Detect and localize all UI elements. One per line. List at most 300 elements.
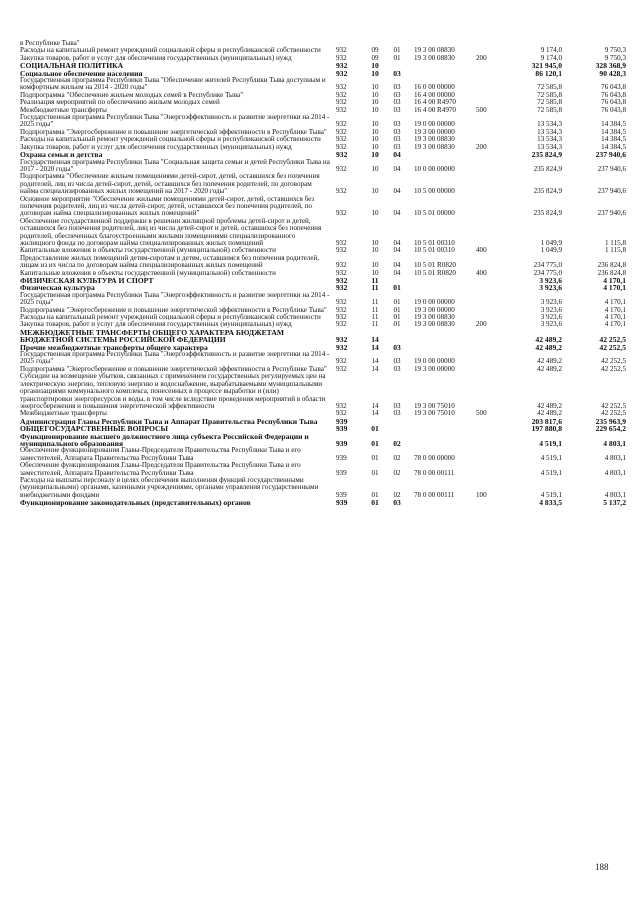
row-amount-year-1: 3 923,6 [540,320,562,329]
row-department-code: 932 [336,357,347,366]
row-department-code: 932 [336,238,347,247]
row-target-article: 16 4 00 00000 [414,90,455,99]
row-expense-type [476,366,500,373]
row-section-code: 10 [371,120,379,129]
row-name: Подпрограмма "Обеспечение жильем помещениями детей-сирот, детей, оставшихся без попечения родителей, лиц из числа детей-сирот, детей, оставшихся без попечения родителей, по договорам найма специализированных жилых помещений на 2017 - 2020 годы" [20,172,320,196]
budget-table [20,40,626,507]
row-subsection-code: 02 [393,453,401,462]
row-amount-year-2: 42 252,5 [599,335,626,345]
row-amount-year-1: 235 824,9 [533,164,562,173]
row-department-code: 932 [336,364,347,373]
row-section-code: 10 [371,90,379,99]
row-amount-year-1: 9 174,0 [540,46,562,55]
row-expense-type [476,129,500,136]
row-department-code: 932 [336,320,347,329]
row-amount-year-2: 14 384,5 [601,127,626,136]
row-expense-type [476,77,500,92]
table-row [20,218,626,248]
row-subsection-code: 03 [393,357,401,366]
table-row [20,159,626,174]
table-row [20,499,626,506]
row-amount-year-1: 13 534,3 [537,127,562,136]
row-target-article: 19 3 00 00000 [414,127,455,136]
row-target-article [408,62,476,69]
row-name: Подпрограмма "Энергосбережение и повышение энергетической эффективности в Республике Тыва" [20,127,327,136]
row-section-code: 11 [371,313,379,322]
row-amount-year-2: 4 170,1 [604,298,626,307]
table-row [20,99,626,106]
row-target-article [408,151,476,158]
row-name: Государственная программа Республики Тыва "Энергоэффективность и развитие энергетики на 2014 - 2025 годы" [20,113,330,129]
row-name: Государственная программа Республики Тыва "Обеспечение жителей Республики Тыва доступным и комфортным жильем на 2014 - 2020 годы" [20,76,326,92]
row-amount-year-2: 4 803,1 [604,468,626,477]
row-expense-type [476,196,500,218]
row-target-article: 19 3 00 08830 [414,53,455,62]
row-amount-year-1: 321 945,0 [531,61,562,71]
row-expense-type [476,277,500,284]
row-section-code: 11 [371,305,379,314]
row-section-code: 11 [371,276,379,285]
row-expense-type [476,418,500,425]
row-amount-year-1: 3 923,6 [540,305,562,314]
table-row [20,173,626,195]
row-target-article: 10 5 00 00000 [414,187,455,196]
row-amount-year-1: 1 049,9 [540,238,562,247]
row-expense-type [476,284,500,291]
row-target-article: 19 3 00 08830 [414,320,455,329]
row-subsection-code: 03 [393,142,401,151]
row-department-code: 932 [336,342,348,352]
row-amount-year-2: 1 115,8 [604,238,626,247]
row-expense-type: 400 [476,268,487,277]
row-amount-year-1: 13 534,3 [537,120,562,129]
row-department-code: 932 [336,105,347,114]
row-name: ФИЗИЧЕСКАЯ КУЛЬТУРА И СПОРТ [20,276,154,285]
row-name: Государственная программа Республики Тыва "Социальная защита семьи и детей Республики Тыва на 2017 - 2020 годы" [20,157,330,173]
row-subsection-code: 03 [393,498,401,508]
row-subsection-code: 03 [393,127,401,136]
row-department-code: 932 [336,61,348,71]
row-section-code: 10 [371,164,379,173]
row-target-article: 10 5 01 00000 [414,209,455,218]
row-target-article: 16 4 00 R4970 [414,98,456,107]
table-row [20,255,626,270]
row-expense-type: 200 [476,142,487,151]
row-amount-year-2: 42 252,5 [601,364,626,373]
row-amount-year-1: 4 833,5 [539,498,562,508]
row-amount-year-2: 5 137,2 [603,498,626,508]
row-amount-year-1: 3 923,6 [539,276,562,285]
row-name: Реализация мероприятий по обеспечению жильем молодых семей [20,98,220,107]
row-target-article: 19 3 00 00000 [414,364,455,373]
row-amount-year-1: 72 585,8 [537,98,562,107]
table-row [20,77,626,92]
row-subsection-code: 04 [393,209,401,218]
row-name: Субсидии на возмещение убытков, связанных с применением государственных регулируемых цен на электрическую энергию, тепловую энергию и водоснабжение, вырабатываемыми муниципальными организациями коммунального комплекса, понесенных в процессе выработки и (или) транспортировки энергоресурсов и воды, в том числе вследствие проведения мероприятий в области энергосбережения и повышения энергетической эффективности [20,372,326,410]
row-section-code: 10 [371,135,379,144]
row-name: ОБЩЕГОСУДАРСТВЕННЫЕ ВОПРОСЫ [20,424,168,434]
row-section-code: 10 [371,142,379,151]
row-expense-type: 500 [476,105,487,114]
row-department-code: 932 [336,120,347,129]
row-expense-type [476,255,500,270]
row-expense-type [476,447,500,462]
row-subsection-code: 03 [393,409,401,418]
row-amount-year-1: 72 585,8 [537,105,562,114]
row-target-article: 19 3 00 00000 [414,305,455,314]
row-department-code: 932 [336,83,347,92]
row-section-code: 14 [371,357,379,366]
row-section-code: 01 [371,424,379,434]
row-target-article: 78 0 00 00111 [414,490,455,499]
document-page [20,39,626,508]
row-name: Капитальные вложения в объекты государственной (муниципальной) собственности [20,246,276,255]
row-name: Физическая культура [20,283,95,293]
row-amount-year-2: 237 940,6 [597,187,626,196]
row-department-code: 932 [336,187,347,196]
row-name: Межбюджетные трансферты [20,409,107,418]
row-department-code: 932 [336,150,348,160]
row-section-code: 01 [371,498,379,508]
row-name: Закупка товаров, работ и услуг для обеспечения государственных (муниципальных) нужд [20,320,292,329]
row-name: СОЦИАЛЬНАЯ ПОЛИТИКА [20,61,124,71]
row-section-code: 10 [371,238,379,247]
row-name: Обеспечение государственной поддержки в решении жилищной проблемы детей-сирот и детей, оставшихся без попечения родителей, лиц из числа детей-сирот и детей, оставшихся без попечения родителей, обеспеченных благоустроенными жилыми помещениями специализированного жилищного фонда по договорам найма специализированных жилых помещений [20,216,322,247]
row-subsection-code: 04 [393,238,401,247]
row-amount-year-1: 72 585,8 [537,90,562,99]
row-name: Обеспечение функционирования Главы-Председателя Правительства Республики Тыва и его заместителей, Аппарата Правительства Республики Тыва [20,461,301,477]
row-subsection-code: 03 [393,83,401,92]
row-department-code: 932 [336,261,347,270]
row-subsection-code: 01 [393,283,401,293]
row-expense-type: 200 [476,53,487,62]
row-section-code: 14 [371,401,379,410]
row-department-code: 939 [336,453,347,462]
row-name: Расходы на выплаты персоналу в целях обеспечения выполнения функций государственными (муниципальными) органами, казенными учреждениями, органами управления государственными внебюджетными фондами [20,475,319,499]
row-target-article: 19 3 00 08830 [414,135,455,144]
table-row [20,477,626,499]
row-target-article: 19 3 00 08830 [414,313,455,322]
row-department-code: 932 [336,276,348,285]
row-section-code: 10 [371,268,379,277]
row-amount-year-1: 42 489,2 [535,335,562,345]
row-name: Подпрограмма "Обеспечение жильем молодых семей в Республике Тыва" [20,90,244,99]
row-subsection-code: 04 [393,261,401,270]
row-expense-type [476,173,500,195]
row-section-code: 11 [371,320,379,329]
row-section-code: 09 [371,46,379,55]
row-expense-type [476,159,500,174]
row-name: Предоставление жилых помещений детям-сиротам и детям, оставшимся без попечения родителей, лицам из их числа по договорам найма специализированных жилых помещений [20,253,320,270]
table-row [20,292,626,307]
row-expense-type [476,373,500,410]
row-name: Функционирование законодательных (представительных) органов [20,498,251,508]
row-amount-year-2: 76 043,8 [601,83,626,92]
row-section-code: 14 [371,409,379,418]
row-target-article: 19 0 00 00000 [414,357,455,366]
row-amount-year-2: 229 654,2 [595,424,626,434]
row-target-article: 10 5 01 00310 [414,238,455,247]
row-subsection-code: 01 [393,298,401,307]
row-amount-year-1: 42 489,2 [537,364,562,373]
row-subsection-code: 03 [393,401,401,410]
row-section-code: 10 [371,105,379,114]
row-section-code: 01 [371,490,379,499]
row-target-article [408,284,476,291]
row-target-article: 19 3 00 08830 [414,46,455,55]
table-row [20,329,626,344]
row-subsection-code: 02 [393,438,401,448]
row-target-article: 19 0 00 00000 [414,120,455,129]
row-section-code: 10 [371,127,379,136]
row-amount-year-2: 4 170,1 [604,320,626,329]
row-subsection-code: 03 [393,342,401,352]
row-department-code: 932 [336,46,347,55]
row-section-code: 10 [371,150,379,160]
row-expense-type [476,62,500,69]
row-section-code: 10 [371,209,379,218]
row-expense-type: 500 [476,409,487,418]
row-expense-type [476,344,500,351]
row-amount-year-2: 1 115,8 [604,246,626,255]
table-row [20,351,626,366]
row-target-article: 10 5 01 R0820 [414,261,456,270]
row-expense-type [476,114,500,129]
row-amount-year-1: 42 489,2 [537,409,562,418]
row-subsection-code: 01 [393,46,401,55]
row-department-code: 932 [336,127,347,136]
row-amount-year-1: 42 489,2 [537,357,562,366]
row-department-code: 932 [336,164,347,173]
row-target-article: 16 4 00 R4970 [414,105,456,114]
row-department-code: 939 [336,424,348,434]
row-expense-type [476,92,500,99]
row-amount-year-2: 76 043,8 [601,90,626,99]
row-amount-year-2: 42 252,5 [601,357,626,366]
row-expense-type [476,462,500,477]
row-target-article [408,277,476,284]
table-row [20,373,626,410]
table-row [20,114,626,129]
row-expense-type [476,499,500,506]
row-department-code: 932 [336,53,347,62]
row-expense-type: 100 [476,490,487,499]
row-amount-year-1: 3 923,6 [540,313,562,322]
row-department-code: 932 [336,209,347,218]
row-name: Функционирование высшего должностного лица субъекта Российской Федерации и муниципального образования [20,431,309,448]
row-amount-year-2: 4 170,1 [604,313,626,322]
row-subsection-code: 01 [393,320,401,329]
row-department-code: 932 [336,98,347,107]
row-amount-year-2: 4 803,1 [604,490,626,499]
row-department-code: 939 [336,490,347,499]
row-amount-year-2: 9 750,3 [604,53,626,62]
row-expense-type [476,307,500,314]
row-department-code: 932 [336,305,347,314]
row-department-code: 932 [336,68,348,78]
row-section-code: 14 [371,335,379,345]
row-expense-type [476,40,500,47]
row-amount-year-1: 9 174,0 [540,53,562,62]
row-amount-year-2: 4 170,1 [604,305,626,314]
row-target-article [408,329,476,344]
row-department-code: 932 [336,135,347,144]
row-subsection-code: 03 [393,68,401,78]
row-department-code: 939 [336,438,348,448]
row-name: Подпрограмма "Энергосбережение и повышение энергетической эффективности в Республике Тыва" [20,305,327,314]
row-subsection-code: 01 [393,305,401,314]
row-subsection-code: 04 [393,268,401,277]
row-department-code: 932 [336,298,347,307]
row-section-code: 09 [371,53,379,62]
row-target-article: 10 5 01 R0820 [414,268,456,277]
row-amount-year-2: 4 803,1 [604,453,626,462]
row-subsection-code: 02 [393,490,401,499]
row-target-article [408,70,476,77]
row-department-code: 932 [336,246,347,255]
row-expense-type [476,425,500,432]
row-section-code: 01 [371,438,379,448]
row-name: Обеспечение функционирования Главы-Председателя Правительства Республики Тыва и его заместителей, Аппарата Правительства Республики Тыва [20,446,301,462]
row-amount-year-2: 14 384,5 [601,120,626,129]
row-section-code: 11 [371,283,379,293]
row-amount-year-1: 197 880,8 [531,424,562,434]
row-amount-year-1: 72 585,8 [537,83,562,92]
row-subsection-code: 03 [393,105,401,114]
row-amount-year-2: 237 940,6 [595,150,626,160]
row-target-article: 10 0 00 00000 [414,164,455,173]
row-subsection-code: 04 [393,150,401,160]
row-name: Закупка товаров, работ и услуг для обеспечения государственных (муниципальных) нужд [20,53,292,62]
row-section-code: 10 [371,98,379,107]
row-target-article: 10 5 01 00310 [414,246,455,255]
row-amount-year-1: 4 519,1 [540,490,562,499]
row-section-code: 01 [371,468,379,477]
row-amount-year-2: 237 940,6 [597,164,626,173]
row-name: Капитальные вложения в объекты государственной (муниципальной) собственности [20,268,276,277]
page-number: 188 [595,862,609,872]
row-name: Государственная программа Республики Тыва "Энергоэффективность и развитие энергетики на 2014 - 2025 годы" [20,290,330,307]
row-amount-year-1: 3 923,6 [539,283,562,293]
row-amount-year-1: 13 534,3 [537,135,562,144]
row-expense-type [476,433,500,448]
row-subsection-code: 03 [393,98,401,107]
row-section-code: 10 [371,61,379,71]
row-target-article [408,418,476,425]
row-expense-type [476,151,500,158]
row-section-code: 10 [371,187,379,196]
row-department-code: 939 [336,498,348,508]
row-target-article [408,425,476,432]
row-subsection-code: 01 [393,53,401,62]
row-amount-year-1: 4 519,1 [540,453,562,462]
row-department-code: 932 [336,283,348,293]
row-amount-year-2: 236 824,8 [597,268,626,277]
row-amount-year-2: 14 384,5 [601,142,626,151]
table-row [20,447,626,462]
row-amount-year-2: 236 824,8 [597,261,626,270]
row-subsection-code: 03 [393,135,401,144]
row-subsection-code: 03 [393,120,401,129]
row-expense-type [476,329,500,344]
row-section-code: 14 [371,342,379,352]
row-department-code: 932 [336,401,347,410]
row-subsection-code [386,329,408,344]
row-target-article: 19 3 00 08830 [414,142,455,151]
row-name: Прочие межбюджетные трансферты общего характера [20,342,208,352]
row-name: Социальное обеспечение населения [20,68,143,78]
row-name: Расходы на капитальный ремонт учреждений социальной сферы и республиканской собственности [20,135,321,144]
row-expense-type: 400 [476,246,487,255]
row-name: Межбюджетные трансферты [20,105,107,114]
row-amount-year-1: 3 923,6 [540,298,562,307]
row-subsection-code: 04 [393,164,401,173]
row-amount-year-2: 328 368,9 [595,61,626,71]
row-name: Государственная программа Республики Тыва "Энергоэффективность и развитие энергетики на 2014 - 2025 годы" [20,350,330,366]
row-subsection-code: 04 [393,187,401,196]
row-section-code: 10 [371,246,379,255]
row-department-code: 939 [336,416,348,426]
row-subsection-code: 02 [393,468,401,477]
row-department-code: 932 [336,90,347,99]
row-section-code: 14 [371,364,379,373]
row-amount-year-2: 76 043,8 [601,105,626,114]
row-department-code: 932 [336,409,347,418]
row-subsection-code [386,425,408,432]
row-subsection-code: 01 [393,313,401,322]
row-target-article: 19 0 00 00000 [414,298,455,307]
row-section-code: 10 [371,261,379,270]
table-row [20,277,626,284]
row-name: Закупка товаров, работ и услуг для обеспечения государственных (муниципальных) нужд [20,142,292,151]
row-target-article: 19 3 00 75010 [414,409,455,418]
row-name: Основное мероприятие "Обеспечение жилыми помещениями детей-сирот, детей, оставшихся без попечения родителей, лиц из числа детей-сирот, детей, оставшихся без попечения родителей, по договорам найма специализированных жилых помещений" [20,194,315,218]
row-amount-year-2: 4 170,1 [603,276,626,285]
row-amount-year-2: 14 384,5 [601,135,626,144]
row-department-code: 932 [336,142,347,151]
row-section-code: 10 [371,68,379,78]
row-department-code: 932 [336,268,347,277]
row-amount-year-1: 203 817,6 [531,416,562,426]
row-department-code: 932 [336,313,347,322]
row-amount-year-2: 235 963,9 [595,416,626,426]
row-target-article: 78 0 00 00111 [414,468,455,477]
row-amount-year-2: 42 252,5 [601,401,626,410]
row-expense-type [476,218,500,248]
row-name: МЕЖБЮДЖЕТНЫЕ ТРАНСФЕРТЫ ОБЩЕГО ХАРАКТЕРА БЮДЖЕТАМ БЮДЖЕТНОЙ СИСТЕМЫ РОССИЙСКОЙ ФЕДЕРАЦИИ [20,327,284,345]
row-name: Администрация Главы Республики Тыва и Аппарат Правительства Республики Тыва [20,416,318,426]
row-name: Охрана семьи и детства [20,150,103,160]
row-amount-year-1: 13 534,3 [537,142,562,151]
row-target-article [408,433,476,448]
row-expense-type [476,70,500,77]
table-row [20,462,626,477]
row-name: Подпрограмма "Энергосбережение и повышение энергетической эффективности в Республике Тыва" [20,364,327,373]
row-name: в Республике Тыва" [20,39,80,47]
row-amount-year-2: 9 750,3 [604,46,626,55]
row-amount-year-2: 4 803,1 [603,438,626,448]
row-amount-year-1: 235 824,9 [533,187,562,196]
row-amount-year-1: 4 519,1 [540,468,562,477]
row-amount-year-2: 4 170,1 [603,283,626,293]
row-amount-year-1: 235 824,9 [533,209,562,218]
row-expense-type [476,351,500,366]
row-amount-year-2: 90 428,3 [599,68,626,78]
row-target-article [408,499,476,506]
row-section-code: 11 [371,298,379,307]
table-row [20,433,626,448]
row-subsection-code: 03 [393,364,401,373]
